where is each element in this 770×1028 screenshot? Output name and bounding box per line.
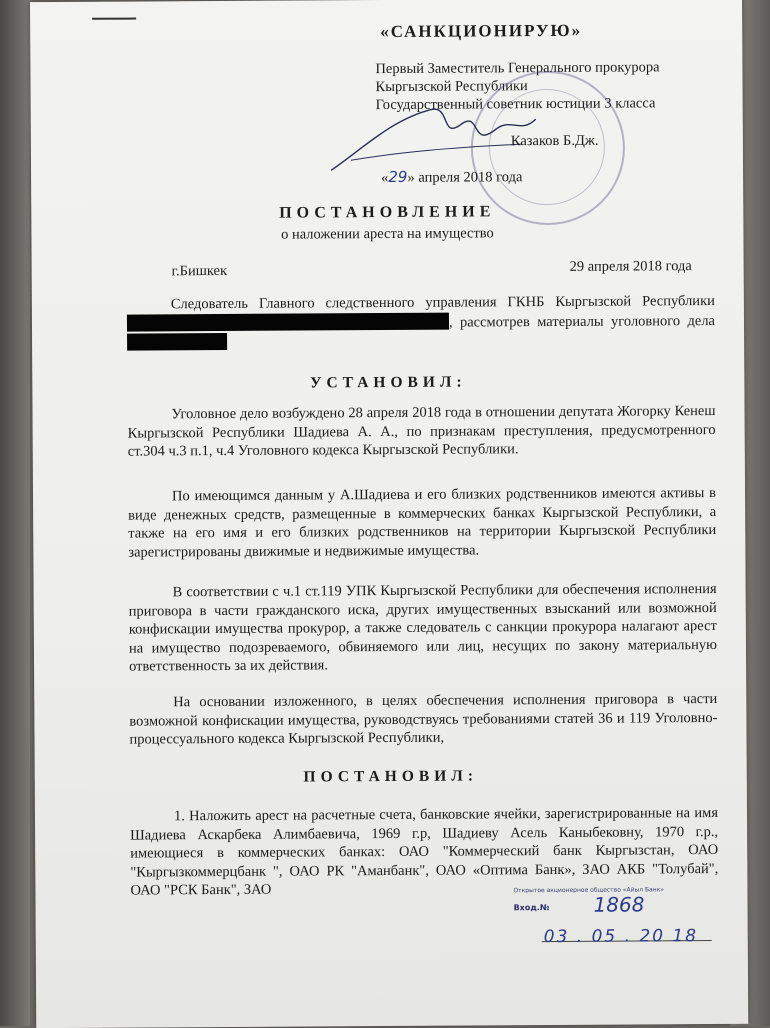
body-paragraph: Уголовное дело возбуждено 28 апреля 2018 года в отношении депутата Жогорку Кенеш Кыргызской Республики Шадиева А. А., по признакам преступления, предусмотренного ст.304 ч.3 п.1, ч.4 Уголовного кодекса Кыргызской Республики. — [127, 402, 716, 460]
sanction-heading: «САНКЦИОНИРУЮ» — [380, 20, 583, 42]
registration-stamp — [513, 886, 713, 949]
body-paragraph: По имеющимся данным у А.Шадиева и его близких родственников имеются активы в виде денежных средств, размещенные в коммерческих банках Кыргызской Республики, а также на его имя и его близких родственников на территории Кыргызской Республики зарегистрированы движимые и недвижимые имущества. — [128, 484, 717, 561]
approver-line: Государственный советник юстиции 3 класса — [375, 95, 656, 114]
intro-paragraph: Следователь Главного следственного управления ГКНБ Кыргызской Республики , рассмотрев материалы уголовного дела — [127, 292, 715, 353]
document-page — [30, 0, 748, 1028]
redaction-bar — [127, 333, 227, 351]
body-paragraph: В соответствии с ч.1 ст.119 УПК Кыргызской Республики для обеспечения исполнения приговора в части гражданского иска, других имущественных взысканий или возможной конфискации имущества прокурор, а также следователь с санкции прокурора налагают арест на имущество подозреваемого, обвиняемого или лиц, несущих по закону материальную ответственность за их действия. — [128, 580, 717, 675]
body-paragraph: На основании изложенного, в целях обеспечения исполнения приговора в части возможной конфискации имущества, руководствуясь требованиями статей 36 и 119 Уголовно-процессуального кодекса Кыргызской Республики, — [129, 690, 718, 748]
top-dash-mark — [92, 18, 136, 20]
decision-item: 1. Наложить арест на расчетные счета, банковские ячейки, зарегистрированные на имя Шадиева Аскарбека Алимбаевича, 1969 г.р, Шадиеву Асель Каныбековну, 1970 г.р., имеющиеся в коммерческих банках: ОАО "Коммерческий банк Кыргызстан, ОАО "Кыргызкоммерцбанк ", ОАО РК "Аманбанк", ОАО «Оптима Банк», ЗАО АКБ "Толубай", ОАО "РСК Банк", ЗАО — [130, 804, 719, 899]
approver-name: Казаков Б.Дж. — [510, 132, 599, 150]
registration-date: 03 . 05 . 20 18 — [543, 926, 699, 948]
document-title: ПОСТАНОВЛЕНИЕ — [279, 203, 496, 222]
established-heading: УСТАНОВИЛ: — [310, 373, 467, 392]
approval-day: 29 — [388, 167, 408, 186]
document-subtitle: о наложении ареста на имущество — [281, 225, 494, 243]
registration-number: 1868 — [593, 892, 645, 917]
registration-label: Вход.№ — [513, 903, 550, 913]
city: г.Бишкек — [171, 262, 228, 280]
approver-line: Кыргызской Республики — [375, 78, 528, 96]
redaction-bar — [127, 312, 449, 331]
document-date: 29 апреля 2018 года — [569, 258, 692, 275]
registration-stamp-header: Открытое акционерное общество «Айыл Банк» — [513, 886, 664, 895]
background-left — [0, 0, 30, 1026]
approver-line: Первый Заместитель Генерального прокурора — [375, 59, 660, 78]
decided-heading: ПОСТАНОВИЛ: — [303, 767, 479, 786]
approval-date: «29» апреля 2018 года — [381, 167, 523, 187]
